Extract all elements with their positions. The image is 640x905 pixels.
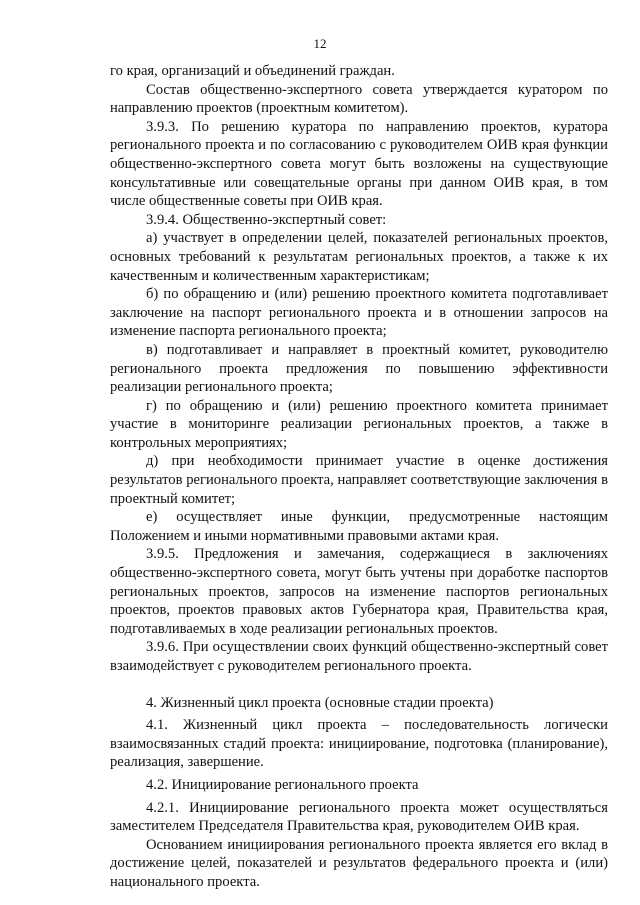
paragraph-3-9-6: 3.9.6. При осуществлении своих функций общественно-экспертный совет взаимодействует с руководителем регионального проекта. xyxy=(110,639,608,674)
list-item-v: в) подготавливает и направляет в проектный комитет, руководителю регионального проекта предложения по повышению эффективности реализации регионального проекта; xyxy=(110,341,608,396)
list-item-e: е) осуществляет иные функции, предусмотренные настоящим Положением и иными нормативными правовыми актами края. xyxy=(110,509,608,544)
paragraph-3-9-5: 3.9.5. Предложения и замечания, содержащиеся в заключениях общественно-экспертного совета, могут быть учтены при доработке паспортов региональных проектов, запросов на изменение паспортов региональных проектов, проектов правовых актов Губернатора края, Правительства края, подготавливаемых в ходе реализации региональных проектов. xyxy=(110,546,608,637)
page-number: 12 xyxy=(313,36,327,51)
paragraph-3-9-3: 3.9.3. По решению куратора по направлению проектов, куратора регионального проекта и по согласованию с руководителем ОИВ края функции общественно-экспертного совета могут быть возложены на существующие консультативные или совещательные органы при данном ОИВ края, в том числе общественные советы при ОИВ края. xyxy=(110,118,608,210)
paragraph-4-1: 4.1. Жизненный цикл проекта – последовательность логически взаимосвязанных стадий проекта: инициирование, подготовка (планирование), реализация, завершение. xyxy=(110,717,608,771)
paragraph-council-composition: Состав общественно-экспертного совета утверждается куратором по направлению проектов (проектным комитетом). xyxy=(110,81,608,117)
list-item-d: д) при необходимости принимает участие в оценке достижения результатов регионального проекта, направляет соответствующие заключения в проектный комитет; xyxy=(110,453,608,507)
paragraph-4-2-1: 4.2.1. Инициирование регионального проекта может осуществляться заместителем Председателя Правительства края, руководителем ОИВ края. xyxy=(110,799,608,835)
paragraph-continuation: го края, организаций и объединений граждан. xyxy=(110,63,395,79)
list-item-g: г) по обращению и (или) решению проектного комитета принимает участие в мониторинге реализации региональных проектов, а также в контрольных мероприятиях; xyxy=(110,397,608,451)
paragraph-initiation-basis: Основанием инициирования регионального проекта является его вклад в достижение целей, показателей и результатов федерального проекта и (или) национального проекта. xyxy=(110,836,608,890)
list-item-b: б) по обращению и (или) решению проектного комитета подготавливает заключение на паспорт регионального проекта и в отношении запросов на изменение паспорта регионального проекта; xyxy=(110,286,608,340)
section-heading-4: 4. Жизненный цикл проекта (основные стадии проекта) xyxy=(146,694,494,711)
list-item-a: а) участвует в определении целей, показателей региональных проектов, основных требований к результатам региональных проектов, а также к их качественным и количественным характеристикам; xyxy=(110,230,608,284)
paragraph-3-9-4: 3.9.4. Общественно-экспертный совет: xyxy=(146,211,387,228)
section-heading-4-2: 4.2. Инициирование регионального проекта xyxy=(146,776,419,793)
document-body xyxy=(110,62,608,892)
